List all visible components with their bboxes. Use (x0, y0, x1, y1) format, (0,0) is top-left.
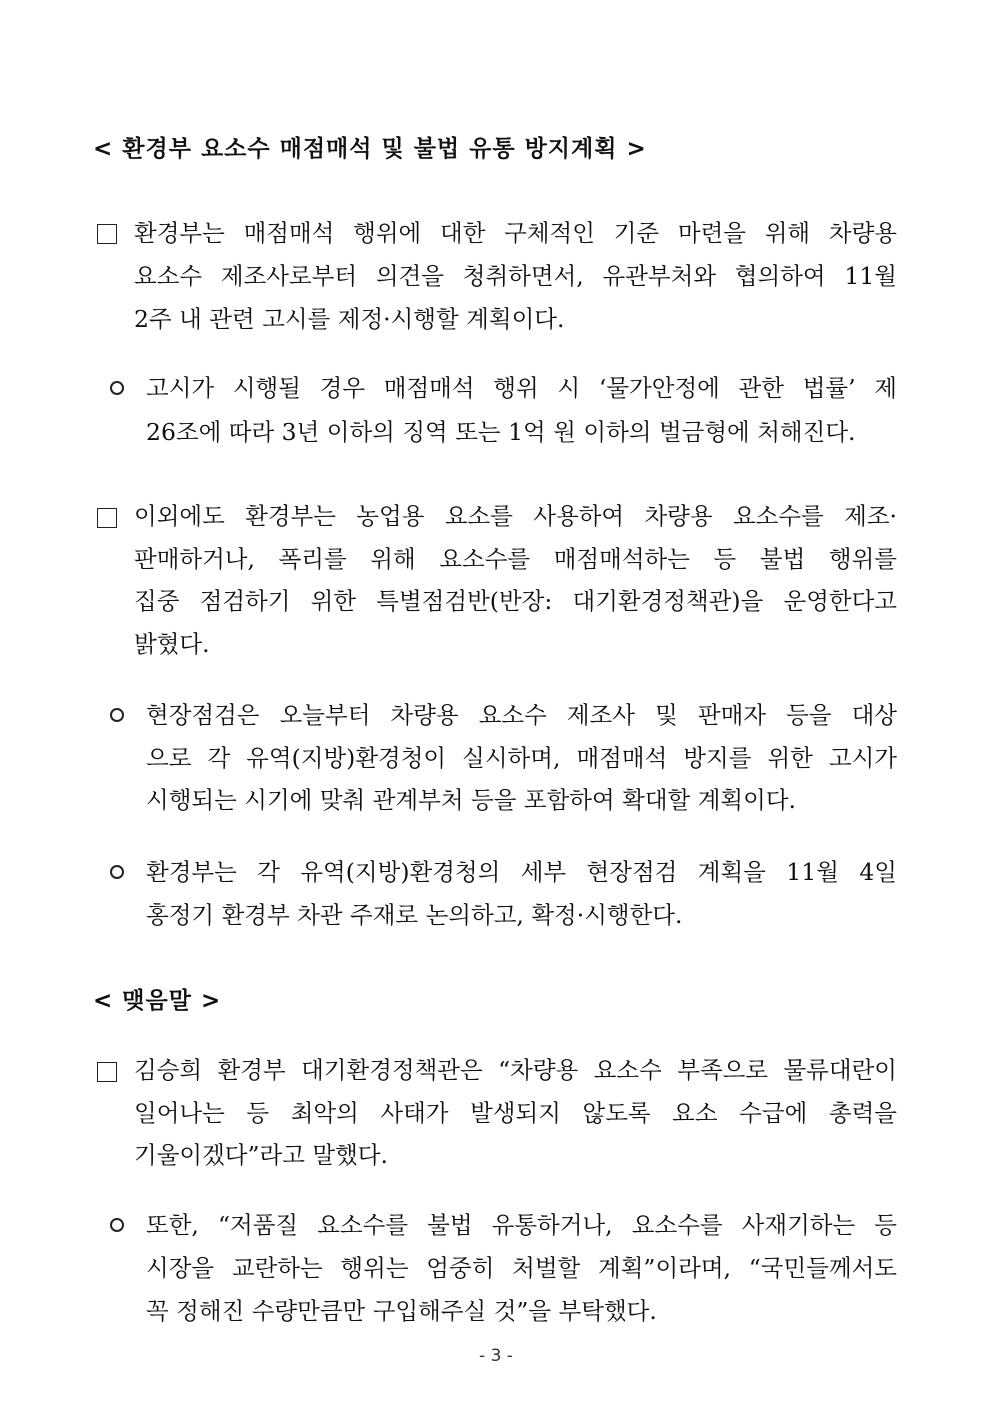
square-bullet-icon (97, 224, 117, 244)
square-bullet-icon (97, 1062, 117, 1082)
paragraph-line: 밝혔다. (134, 630, 210, 658)
page-number: - 3 - (479, 1346, 513, 1366)
paragraph-line: 시장을 교란하는 행위는 엄중히 처벌할 계획”이라며, “국민들께서도 (146, 1254, 897, 1282)
paragraph-line: 2주 내 관련 고시를 제정·시행할 계획이다. (134, 305, 565, 333)
section-heading-closing: < 맺음말 > (93, 988, 222, 1014)
paragraph-line: 기울이겠다”라고 말했다. (134, 1141, 388, 1169)
paragraph-line: 또한, “저품질 요소수를 불법 유통하거나, 요소수를 사재기하는 등 (146, 1211, 897, 1239)
paragraph-line: 요소수 제조사로부터 의견을 청취하면서, 유관부처와 협의하여 11월 (134, 262, 897, 290)
paragraph-line: 이외에도 환경부는 농업용 요소를 사용하여 차량용 요소수를 제조· (134, 502, 897, 530)
circle-bullet-icon (110, 708, 124, 722)
circle-bullet-icon (110, 381, 124, 395)
circle-bullet-icon (110, 865, 124, 879)
paragraph-line: 김승희 환경부 대기환경정책관은 “차량용 요소수 부족으로 물류대란이 (134, 1056, 897, 1084)
paragraph-line: 시행되는 시기에 맞춰 관계부처 등을 포함하여 확대할 계획이다. (146, 786, 796, 814)
paragraph-line: 꼭 정해진 수량만큼만 구입해주실 것”을 부탁했다. (146, 1297, 657, 1325)
paragraph-line: 으로 각 유역(지방)환경청이 실시하며, 매점매석 방지를 위한 고시가 (146, 744, 897, 772)
square-bullet-icon (97, 508, 117, 528)
paragraph-line: 일어나는 등 최악의 사태가 발생되지 않도록 요소 수급에 총력을 (134, 1099, 897, 1127)
paragraph-line: 고시가 시행될 경우 매점매석 행위 시 ‘물가안정에 관한 법률’ 제 (146, 374, 897, 402)
paragraph-line: 집중 점검하기 위한 특별점검반(반장: 대기환경정책관)을 운영한다고 (134, 587, 897, 615)
section-heading-plan: < 환경부 요소수 매점매석 및 불법 유통 방지계획 > (93, 136, 647, 162)
circle-bullet-icon (110, 1218, 124, 1232)
paragraph-line: 환경부는 각 유역(지방)환경청의 세부 현장점검 계획을 11월 4일 (146, 858, 897, 886)
paragraph-line: 26조에 따라 3년 이하의 징역 또는 1억 원 이하의 벌금형에 처해진다. (146, 418, 856, 446)
paragraph-line: 홍정기 환경부 차관 주재로 논의하고, 확정·시행한다. (146, 901, 683, 929)
paragraph-line: 현장점검은 오늘부터 차량용 요소수 제조사 및 판매자 등을 대상 (146, 701, 897, 729)
paragraph-line: 판매하거나, 폭리를 위해 요소수를 매점매석하는 등 불법 행위를 (134, 545, 897, 573)
paragraph-line: 환경부는 매점매석 행위에 대한 구체적인 기준 마련을 위해 차량용 (134, 219, 897, 247)
